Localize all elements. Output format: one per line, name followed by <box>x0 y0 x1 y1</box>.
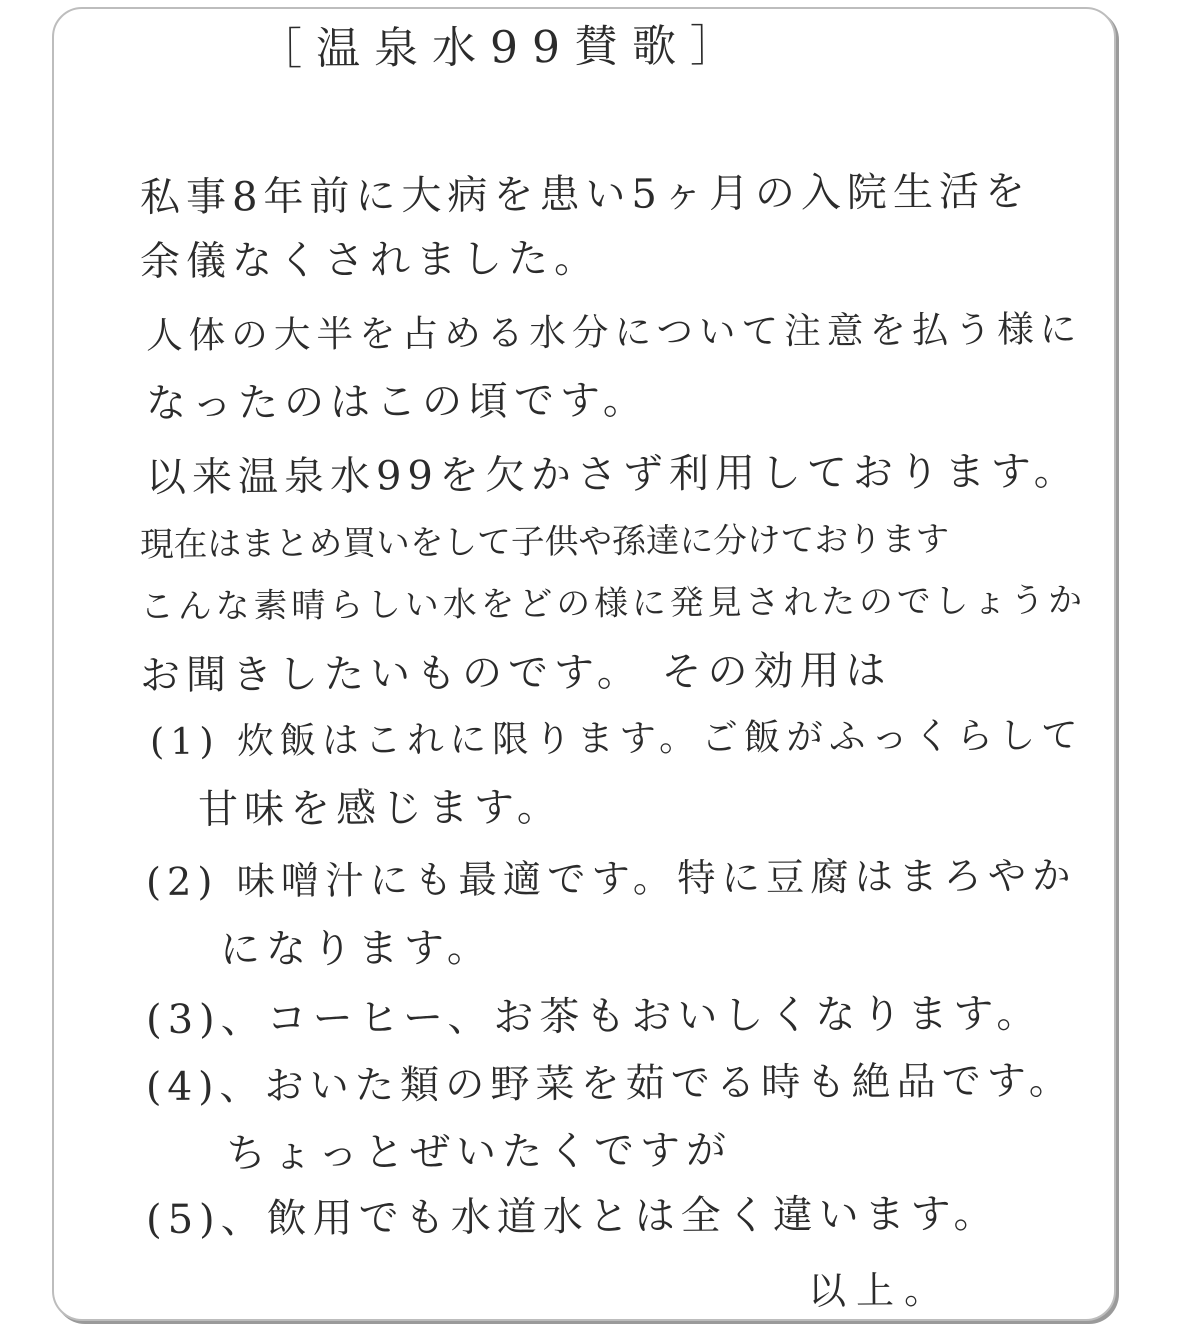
letter-closing: 以上。 <box>807 1267 953 1313</box>
letter-line: お聞きしたいものです。 その効用は <box>139 647 892 699</box>
letter-title: ［温泉水99賛歌］ <box>257 20 749 75</box>
letter-line: 私事8年前に大病を患い5ヶ月の入院生活を <box>139 168 1032 221</box>
letter-line: (1) 炊飯はこれに限ります。ご飯がふっくらして <box>149 713 1084 763</box>
letter-line: (3)、コーヒー、お茶もおいしくなります。 <box>145 990 1043 1043</box>
letter-line: になります。 <box>219 925 493 973</box>
letter-line: 人体の大半を占める水分について注意を払う様に <box>145 307 1083 357</box>
letter-line: (5)、飲用でも水道水とは全く違います。 <box>145 1191 1000 1243</box>
letter-line: 以来温泉水99を欠かさず利用しております。 <box>145 448 1080 501</box>
letter-line: 余儀なくされました。 <box>139 235 601 285</box>
letter-line: なったのはこの頃です。 <box>145 377 649 427</box>
letter-line: 現在はまとめ買いをして子供や孫達に分けております <box>139 519 950 564</box>
letter-line: (4)、おいた類の野菜を茹でる時も絶品です。 <box>145 1058 1075 1110</box>
letter-line: (2) 味噌汁にも最適です。特に豆腐はまろやか <box>145 853 1077 905</box>
letter-line: こんな素晴らしい水をどの様に発見されたのでしょうか <box>139 580 1087 626</box>
letter-line: ちょっとぜいたくですが <box>225 1127 733 1177</box>
letter-line: 甘味を感じます。 <box>197 784 563 833</box>
